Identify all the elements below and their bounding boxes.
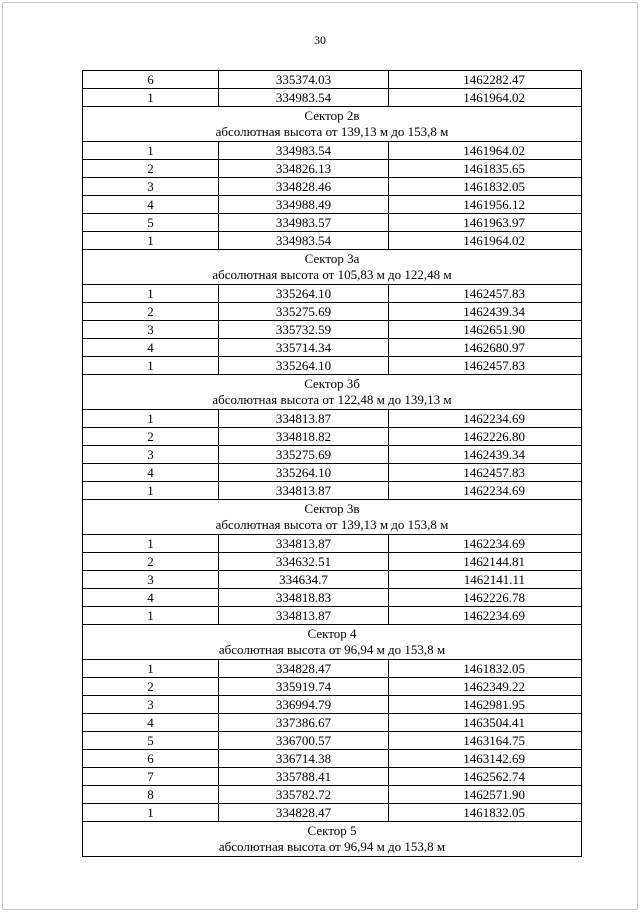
table-row (83, 214, 582, 232)
table-row (83, 196, 582, 214)
y-coordinate-cell: 1461956.12 (389, 196, 582, 214)
x-coordinate-cell: 334634.7 (219, 571, 389, 589)
table-row (83, 71, 582, 89)
sector-altitude: абсолютная высота от 105,83 м до 122,48 м (212, 267, 452, 282)
table-row (83, 589, 582, 607)
y-coordinate-cell: 1463142.69 (389, 750, 582, 768)
y-coordinate-cell: 1461832.05 (389, 178, 582, 196)
x-coordinate-cell: 336994.79 (219, 696, 389, 714)
x-coordinate-cell: 334813.87 (219, 535, 389, 553)
point-number-cell: 4 (83, 589, 219, 607)
table-row (83, 428, 582, 446)
x-coordinate-cell: 335264.10 (219, 464, 389, 482)
y-coordinate-cell: 1462571.90 (389, 786, 582, 804)
table-row (83, 804, 582, 822)
point-number-cell: 1 (83, 357, 219, 375)
point-number-cell: 3 (83, 446, 219, 464)
x-coordinate-cell: 334632.51 (219, 553, 389, 571)
point-number-cell: 1 (83, 607, 219, 625)
sector-altitude: абсолютная высота от 96,94 м до 153,8 м (218, 642, 446, 657)
y-coordinate-cell: 1462439.34 (389, 303, 582, 321)
y-coordinate-cell: 1462457.83 (389, 285, 582, 303)
table-row (83, 89, 582, 107)
y-coordinate-cell: 1462234.69 (389, 535, 582, 553)
y-coordinate-cell: 1462226.80 (389, 428, 582, 446)
table-row (83, 732, 582, 750)
x-coordinate-cell: 335264.10 (219, 285, 389, 303)
y-coordinate-cell: 1462234.69 (389, 607, 582, 625)
point-number-cell: 2 (83, 303, 219, 321)
table-row (83, 714, 582, 732)
sector-header-row (83, 822, 582, 857)
sector-header-cell (83, 500, 582, 535)
y-coordinate-cell: 1461832.05 (389, 804, 582, 822)
x-coordinate-cell: 334818.83 (219, 589, 389, 607)
y-coordinate-cell: 1462457.83 (389, 464, 582, 482)
table-row (83, 571, 582, 589)
point-number-cell: 1 (83, 482, 219, 500)
point-number-cell: 2 (83, 553, 219, 571)
y-coordinate-cell: 1462226.78 (389, 589, 582, 607)
x-coordinate-cell: 334983.57 (219, 214, 389, 232)
sector-title: Сектор 3а (304, 251, 360, 266)
sector-title: Сектор 5 (307, 823, 357, 838)
point-number-cell: 3 (83, 571, 219, 589)
x-coordinate-cell: 336700.57 (219, 732, 389, 750)
point-number-cell: 4 (83, 464, 219, 482)
table-row (83, 142, 582, 160)
point-number-cell: 1 (83, 804, 219, 822)
table-row (83, 535, 582, 553)
table-row (83, 660, 582, 678)
x-coordinate-cell: 334983.54 (219, 232, 389, 250)
point-number-cell: 7 (83, 768, 219, 786)
x-coordinate-cell: 334983.54 (219, 89, 389, 107)
y-coordinate-cell: 1462680.97 (389, 339, 582, 357)
y-coordinate-cell: 1461964.02 (389, 232, 582, 250)
x-coordinate-cell: 335264.10 (219, 357, 389, 375)
sector-title: Сектор 4 (307, 626, 357, 641)
sector-header-row (83, 375, 582, 410)
sector-header-cell (83, 375, 582, 410)
x-coordinate-cell: 335788.41 (219, 768, 389, 786)
table-row (83, 446, 582, 464)
table-row (83, 696, 582, 714)
point-number-cell: 1 (83, 232, 219, 250)
x-coordinate-cell: 335782.72 (219, 786, 389, 804)
coordinates-table-body (83, 71, 582, 857)
sector-altitude: абсолютная высота от 122,48 м до 139,13 м (212, 392, 452, 407)
x-coordinate-cell: 335714.34 (219, 339, 389, 357)
x-coordinate-cell: 334988.49 (219, 196, 389, 214)
y-coordinate-cell: 1461835.65 (389, 160, 582, 178)
x-coordinate-cell: 334983.54 (219, 142, 389, 160)
y-coordinate-cell: 1462234.69 (389, 482, 582, 500)
sector-header-row (83, 625, 582, 660)
table-row (83, 786, 582, 804)
point-number-cell: 4 (83, 339, 219, 357)
sector-title: Сектор 2в (304, 108, 360, 123)
y-coordinate-cell: 1462562.74 (389, 768, 582, 786)
point-number-cell: 8 (83, 786, 219, 804)
y-coordinate-cell: 1462144.81 (389, 553, 582, 571)
sector-title: Сектор 3в (304, 501, 360, 516)
x-coordinate-cell: 334828.47 (219, 804, 389, 822)
sector-header-row (83, 500, 582, 535)
y-coordinate-cell: 1461964.02 (389, 89, 582, 107)
x-coordinate-cell: 334828.46 (219, 178, 389, 196)
y-coordinate-cell: 1462141.11 (389, 571, 582, 589)
y-coordinate-cell: 1461963.97 (389, 214, 582, 232)
point-number-cell: 1 (83, 535, 219, 553)
x-coordinate-cell: 334813.87 (219, 482, 389, 500)
x-coordinate-cell: 334813.87 (219, 410, 389, 428)
sector-altitude: абсолютная высота от 139,13 м до 153,8 м (215, 517, 449, 532)
point-number-cell: 1 (83, 142, 219, 160)
y-coordinate-cell: 1462981.95 (389, 696, 582, 714)
page-number: 30 (314, 33, 326, 47)
x-coordinate-cell: 334828.47 (219, 660, 389, 678)
point-number-cell: 5 (83, 214, 219, 232)
sector-header-row (83, 107, 582, 142)
table-row (83, 160, 582, 178)
point-number-cell: 3 (83, 696, 219, 714)
table-row (83, 482, 582, 500)
point-number-cell: 2 (83, 428, 219, 446)
sector-header-cell (83, 250, 582, 285)
sector-header-cell (83, 822, 582, 857)
x-coordinate-cell: 337386.67 (219, 714, 389, 732)
y-coordinate-cell: 1462439.34 (389, 446, 582, 464)
y-coordinate-cell: 1462282.47 (389, 71, 582, 89)
point-number-cell: 1 (83, 410, 219, 428)
coordinates-table (82, 70, 582, 857)
table-row (83, 303, 582, 321)
sector-altitude: абсолютная высота от 96,94 м до 153,8 м (218, 839, 446, 854)
y-coordinate-cell: 1462651.90 (389, 321, 582, 339)
x-coordinate-cell: 334826.13 (219, 160, 389, 178)
table-row (83, 464, 582, 482)
y-coordinate-cell: 1462234.69 (389, 410, 582, 428)
table-row (83, 678, 582, 696)
point-number-cell: 3 (83, 178, 219, 196)
x-coordinate-cell: 335919.74 (219, 678, 389, 696)
table-row (83, 750, 582, 768)
table-row (83, 768, 582, 786)
point-number-cell: 2 (83, 160, 219, 178)
table-row (83, 410, 582, 428)
sector-header-row (83, 250, 582, 285)
y-coordinate-cell: 1461832.05 (389, 660, 582, 678)
point-number-cell: 6 (83, 750, 219, 768)
y-coordinate-cell: 1462349.22 (389, 678, 582, 696)
point-number-cell: 1 (83, 660, 219, 678)
x-coordinate-cell: 335374.03 (219, 71, 389, 89)
x-coordinate-cell: 334818.82 (219, 428, 389, 446)
point-number-cell: 1 (83, 285, 219, 303)
point-number-cell: 2 (83, 678, 219, 696)
x-coordinate-cell: 335732.59 (219, 321, 389, 339)
y-coordinate-cell: 1463504.41 (389, 714, 582, 732)
table-row (83, 232, 582, 250)
table-row (83, 178, 582, 196)
point-number-cell: 3 (83, 321, 219, 339)
sector-header-cell (83, 107, 582, 142)
sector-altitude: абсолютная высота от 139,13 м до 153,8 м (215, 124, 449, 139)
x-coordinate-cell: 334813.87 (219, 607, 389, 625)
sector-header-cell (83, 625, 582, 660)
point-number-cell: 5 (83, 732, 219, 750)
table-row (83, 285, 582, 303)
x-coordinate-cell: 335275.69 (219, 303, 389, 321)
x-coordinate-cell: 335275.69 (219, 446, 389, 464)
y-coordinate-cell: 1463164.75 (389, 732, 582, 750)
table-row (83, 553, 582, 571)
y-coordinate-cell: 1462457.83 (389, 357, 582, 375)
table-row (83, 321, 582, 339)
y-coordinate-cell: 1461964.02 (389, 142, 582, 160)
table-row (83, 607, 582, 625)
point-number-cell: 1 (83, 89, 219, 107)
table-row (83, 357, 582, 375)
point-number-cell: 4 (83, 714, 219, 732)
point-number-cell: 4 (83, 196, 219, 214)
sector-title: Сектор 3б (304, 376, 360, 391)
x-coordinate-cell: 336714.38 (219, 750, 389, 768)
point-number-cell: 6 (83, 71, 219, 89)
table-row (83, 339, 582, 357)
